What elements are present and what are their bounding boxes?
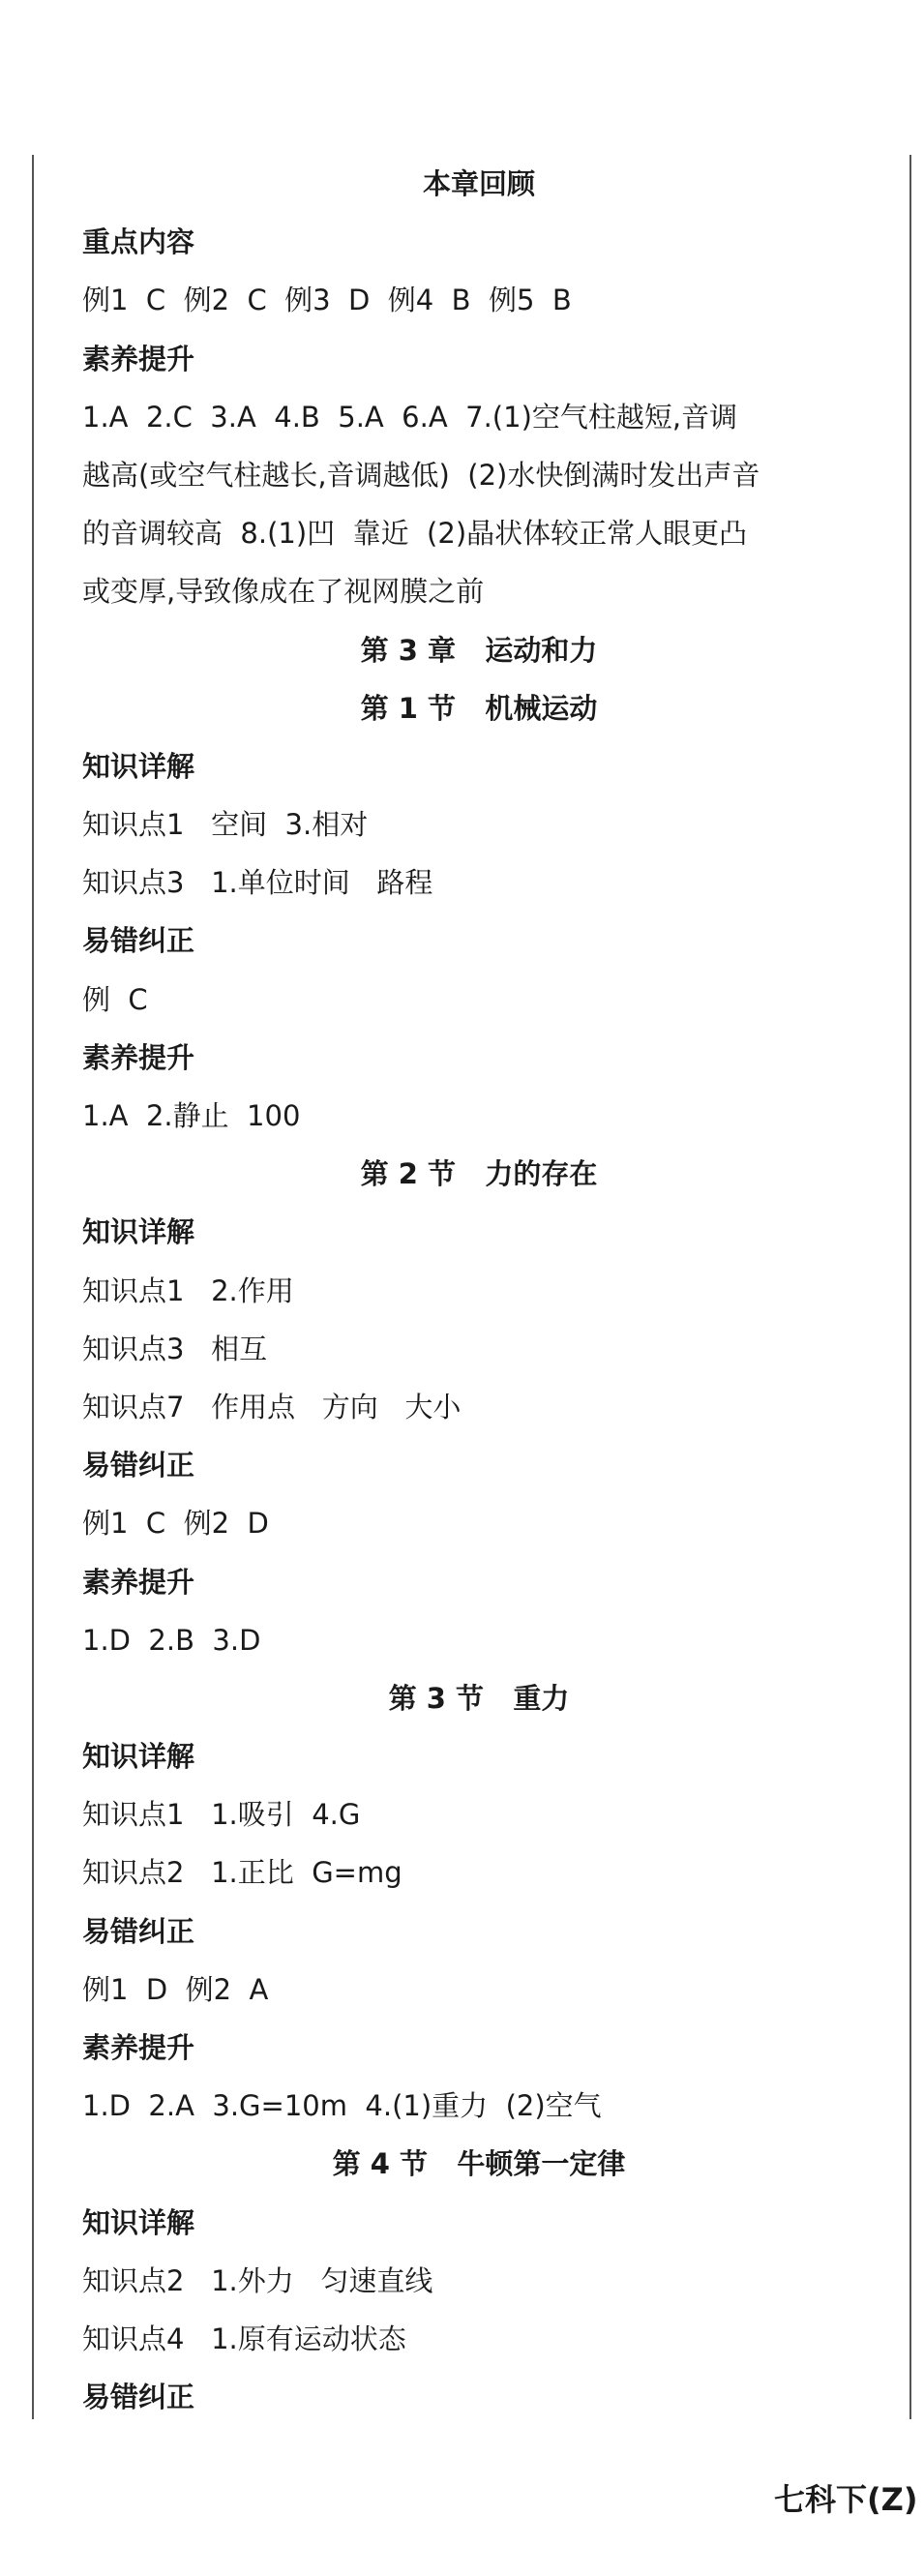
answer-line: 例 C — [82, 982, 148, 1016]
section-title: 第 4 节 牛顿第一定律 — [332, 2147, 626, 2181]
section-heading: 知识详解 — [82, 1740, 195, 1774]
answer-line: 知识点2 1.正比 G=mg — [82, 1856, 402, 1890]
section-heading: 素养提升 — [82, 342, 195, 375]
section-heading: 素养提升 — [82, 2031, 195, 2064]
answer-line: 例1 D 例2 A — [82, 1972, 269, 2006]
answer-line: 知识点2 1.外力 匀速直线 — [82, 2263, 433, 2297]
section-heading: 知识详解 — [82, 1215, 195, 1249]
left-margin-rule — [32, 155, 34, 2419]
answer-key-content — [82, 155, 876, 2426]
section-title: 本章回顾 — [422, 167, 535, 200]
answer-line: 知识点3 1.单位时间 路程 — [82, 866, 433, 900]
section-heading: 素养提升 — [82, 1040, 195, 1074]
section-heading: 知识详解 — [82, 749, 195, 783]
answer-line: 1.A 2.C 3.A 4.B 5.A 6.A 7.(1)空气柱越短,音调 — [82, 400, 738, 434]
section-heading: 易错纠正 — [82, 1914, 195, 1948]
section-title: 第 3 节 重力 — [388, 1681, 570, 1715]
answer-line: 知识点1 1.吸引 4.G — [82, 1798, 361, 1832]
answer-line: 1.D 2.B 3.D — [82, 1623, 261, 1657]
answer-line: 的音调较高 8.(1)凹 靠近 (2)晶状体较正常人眼更凸 — [82, 517, 748, 551]
section-title: 第 1 节 机械运动 — [360, 691, 598, 725]
section-heading: 易错纠正 — [82, 2381, 195, 2414]
section-heading: 易错纠正 — [82, 924, 195, 958]
right-margin-rule — [909, 155, 911, 2419]
answer-line: 知识点1 空间 3.相对 — [82, 808, 369, 842]
answer-line: 或变厚,导致像成在了视网膜之前 — [82, 575, 485, 609]
section-title: 第 2 节 力的存在 — [360, 1157, 598, 1191]
answer-line: 1.A 2.静止 100 — [82, 1099, 301, 1132]
section-heading: 重点内容 — [82, 225, 195, 259]
answer-line: 知识点7 作用点 方向 大小 — [82, 1390, 462, 1423]
answer-line: 例1 C 例2 C 例3 D 例4 B 例5 B — [82, 284, 572, 317]
answer-line: 知识点3 相互 — [82, 1332, 268, 1365]
section-heading: 知识详解 — [82, 2205, 195, 2239]
page-footer: 七科下(Z) — [774, 2481, 918, 2518]
section-title: 第 3 章 运动和力 — [360, 633, 598, 667]
answer-line: 知识点4 1.原有运动状态 — [82, 2321, 406, 2355]
answer-line: 知识点1 2.作用 — [82, 1273, 294, 1307]
section-heading: 易错纠正 — [82, 1449, 195, 1483]
answer-line: 1.D 2.A 3.G=10m 4.(1)重力 (2)空气 — [82, 2089, 602, 2123]
answer-line: 越高(或空气柱越长,音调越低) (2)水快倒满时发出声音 — [82, 458, 760, 492]
answer-line: 例1 C 例2 D — [82, 1507, 269, 1541]
section-heading: 素养提升 — [82, 1565, 195, 1599]
